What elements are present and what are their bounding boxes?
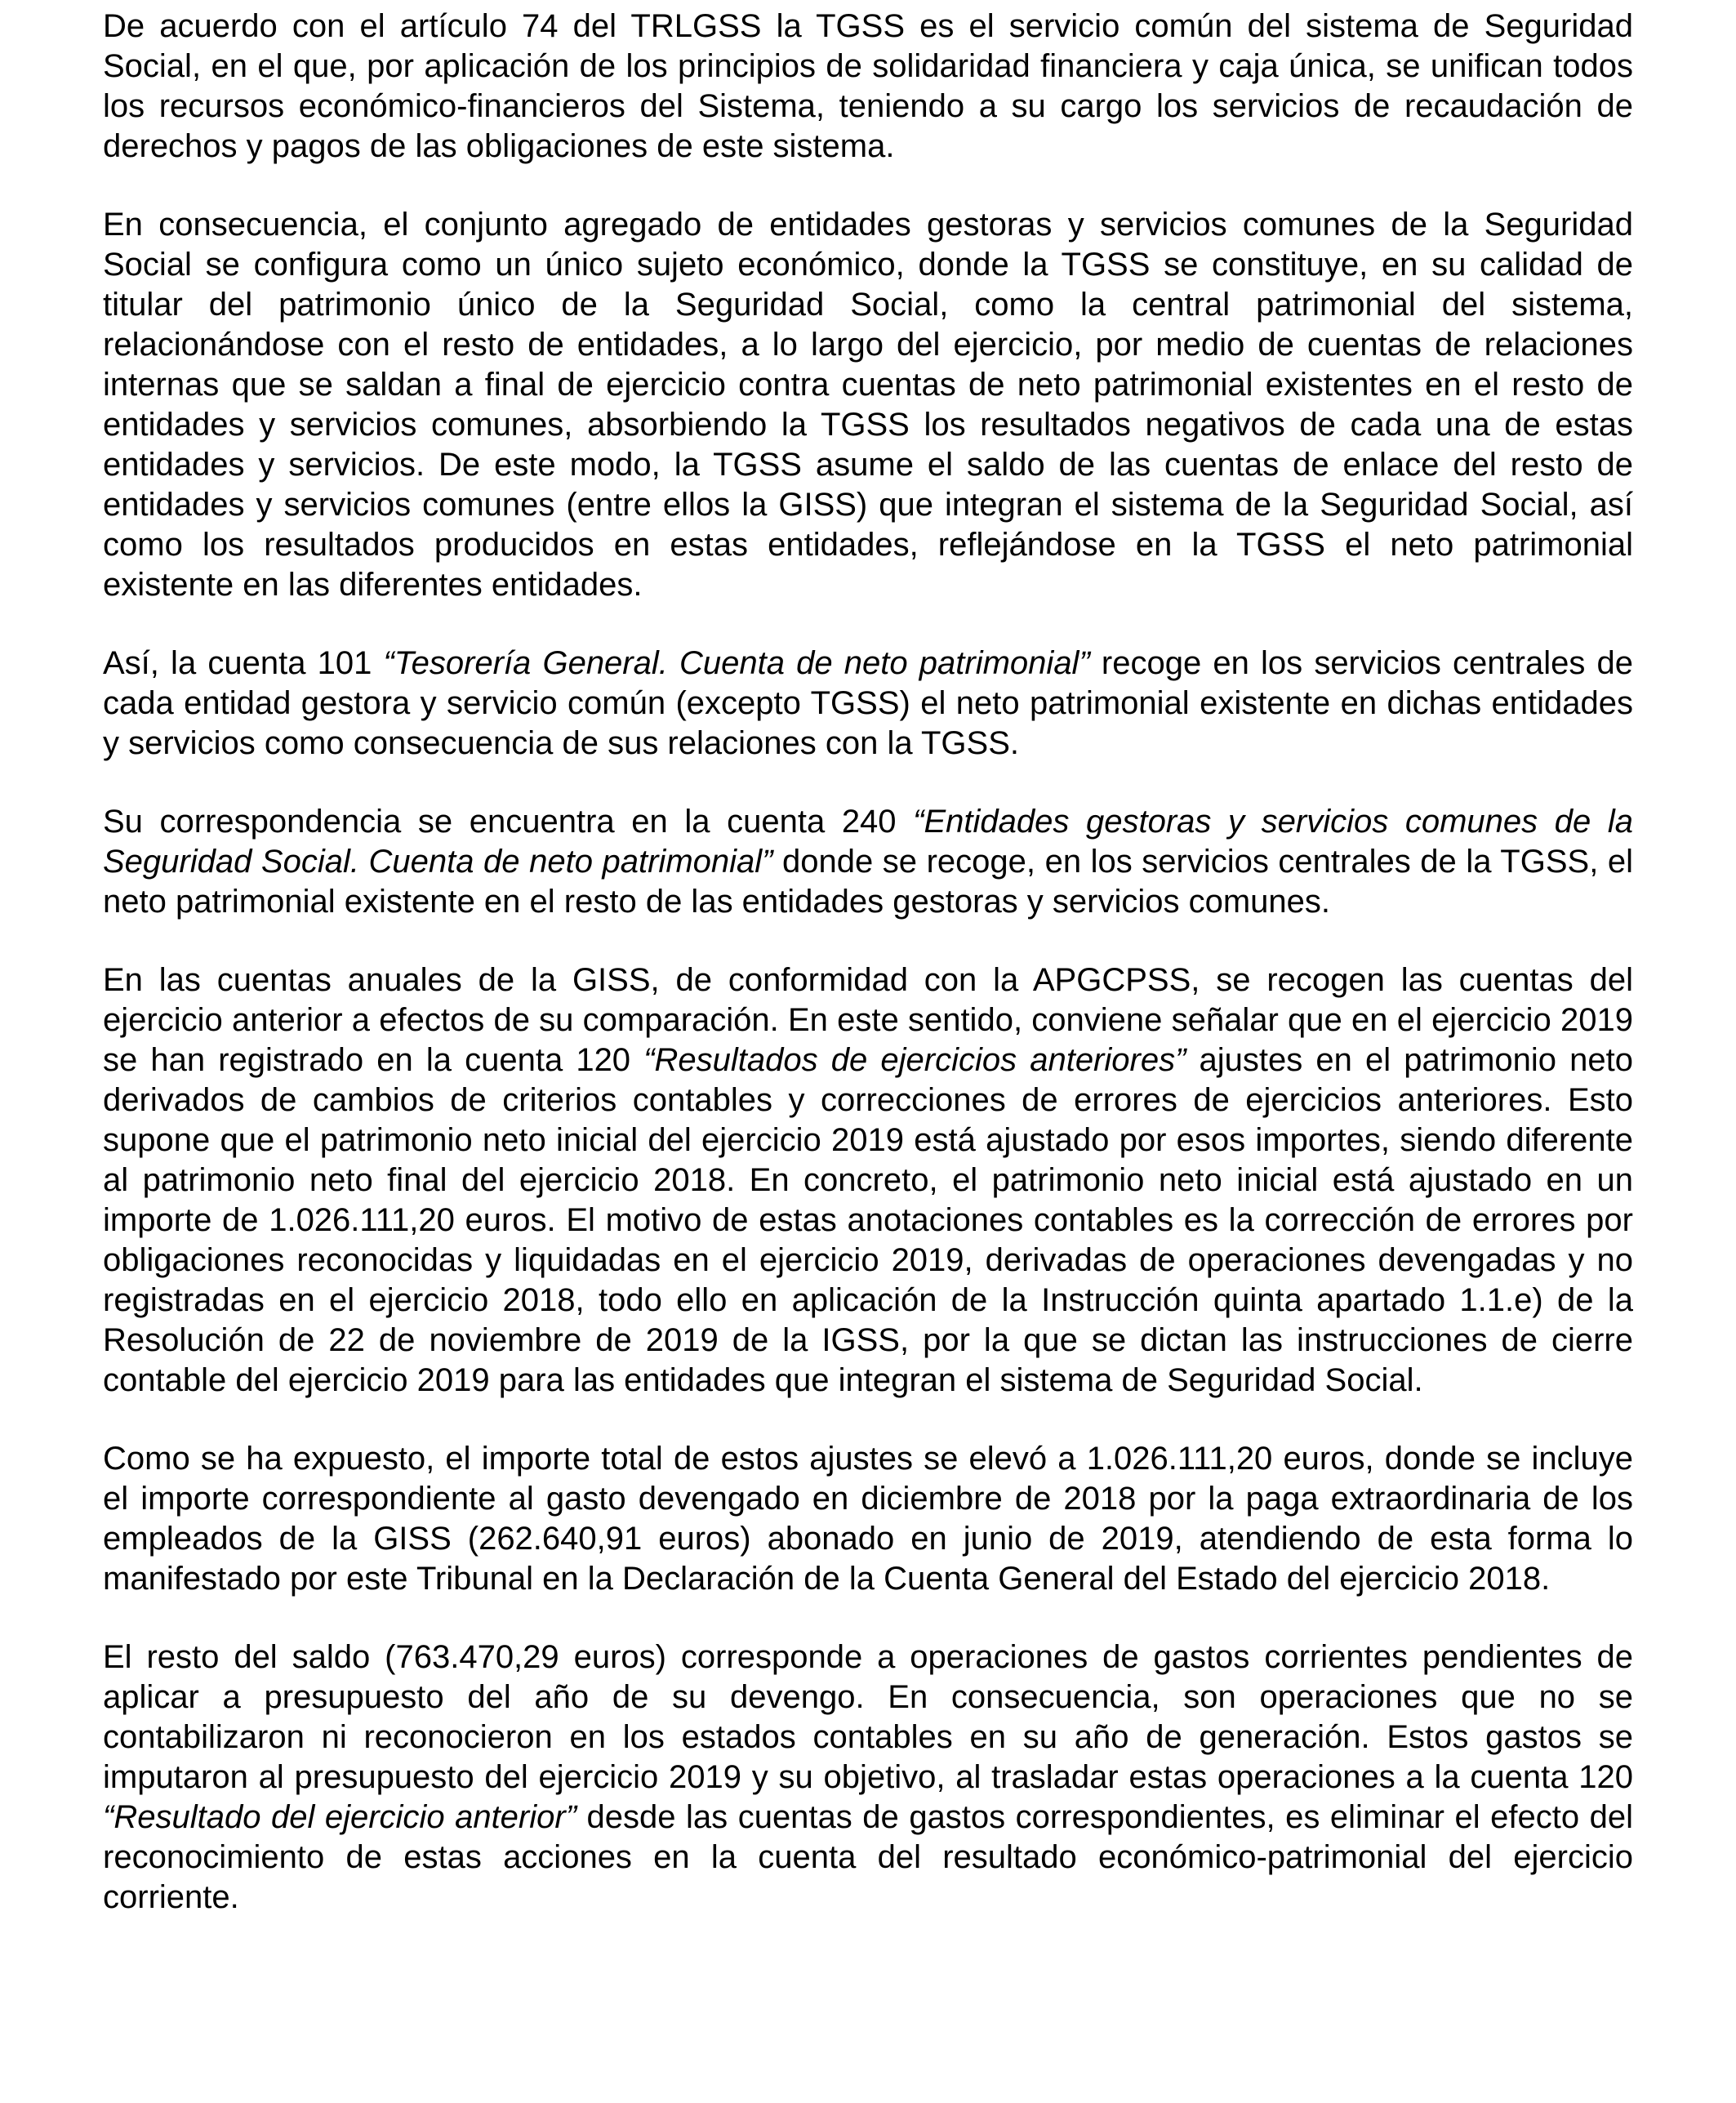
text-segment: donde se recoge, en los servicios centrales de la TGSS, el neto patrimonial existente en el resto de las entidades gestoras y servicios comunes. — [103, 844, 1633, 920]
text-segment: desde las cuentas de gastos correspondientes, es eliminar el efecto del reconocimiento de estas acciones en la cuenta del resultado económico-patrimonial del ejercicio corriente. — [103, 1799, 1633, 1915]
document-page — [103, 7, 1633, 1918]
paragraph-cuenta-240 — [103, 802, 1633, 922]
text-segment: Así, la cuenta 101 — [103, 645, 384, 681]
text-segment: De acuerdo con el artículo 74 del TRLGSS la TGSS es el servicio común del sistema de Seguridad Social, en el que, por aplicación de los principios de solidaridad financiera y caja única, se unifican todos los recursos económico-financieros del Sistema, teniendo a su cargo los servicios de recaudación de derechos y pagos de las obligaciones de este sistema. — [103, 8, 1633, 164]
text-segment: En consecuencia, el conjunto agregado de entidades gestoras y servicios comunes de la Seguridad Social se configura como un único sujeto económico, donde la TGSS se constituye, en su calidad de titular del patrimonio único de la Seguridad Social, como la central patrimonial del sistema, relacionándose con el resto de entidades, a lo largo del ejercicio, por medio de cuentas de relaciones internas que se saldan a final de ejercicio contra cuentas de neto patrimonial existentes en el resto de entidades y servicios comunes, absorbiendo la TGSS los resultados negativos de cada una de estas entidades y servicios. De este modo, la TGSS asume el saldo de las cuentas de enlace del resto de entidades y servicios comunes (entre ellos la GISS) que integran el sistema de la Seguridad Social, así como los resultados producidos en estas entidades, reflejándose en la TGSS el neto patrimonial existente en las diferentes entidades. — [103, 207, 1633, 603]
account-title-italic: “Entidades gestoras y servicios comunes de la Seguridad Social. Cuenta de neto patrimonial” — [103, 804, 1633, 880]
account-title-italic: “Resultados de ejercicios anteriores” — [643, 1042, 1186, 1078]
paragraph-sujeto-economico — [103, 205, 1633, 605]
paragraph-cuentas-anuales — [103, 960, 1633, 1401]
paragraph-resto-saldo — [103, 1637, 1633, 1918]
text-segment: ajustes en el patrimonio neto derivados de cambios de criterios contables y correcciones de errores de ejercicios anteriores. Esto supone que el patrimonio neto inicial del ejercicio 2019 está ajustado por esos importes, siendo diferente al patrimonio neto final del ejercicio 2018. En concreto, el patrimonio neto inicial está ajustado en un importe de 1.026.111,20 euros. El motivo de estas anotaciones contables es la corrección de errores por obligaciones reconocidas y liquidadas en el ejercicio 2019, derivadas de operaciones devengadas y no registradas en el ejercicio 2018, todo ello en aplicación de la Instrucción quinta apartado 1.1.e) de la Resolución de 22 de noviembre de 2019 de la IGSS, por la que se dictan las instrucciones de cierre contable del ejercicio 2019 para las entidades que integran el sistema de Seguridad Social. — [103, 1042, 1633, 1398]
text-segment: Su correspondencia se encuentra en la cuenta 240 — [103, 804, 914, 840]
paragraph-importe-ajustes — [103, 1439, 1633, 1599]
text-segment: recoge en los servicios centrales de cada entidad gestora y servicio común (excepto TGSS) el neto patrimonial existente en dichas entidades y servicios como consecuencia de sus relaciones con la TGSS. — [103, 645, 1633, 761]
text-segment: Como se ha expuesto, el importe total de estos ajustes se elevó a 1.026.111,20 euros, donde se incluye el importe correspondiente al gasto devengado en diciembre de 2018 por la paga extraordinaria de los empleados de la GISS (262.640,91 euros) abonado en junio de 2019, atendiendo de esta forma lo manifestado por este Tribunal en la Declaración de la Cuenta General del Estado del ejercicio 2018. — [103, 1441, 1633, 1597]
text-segment: El resto del saldo (763.470,29 euros) corresponde a operaciones de gastos corrientes pendientes de aplicar a presupuesto del año de su devengo. En consecuencia, son operaciones que no se contabilizaron ni reconocieron en los estados contables en su año de generación. Estos gastos se imputaron al presupuesto del ejercicio 2019 y su objetivo, al trasladar estas operaciones a la cuenta 120 — [103, 1639, 1633, 1795]
text-segment: En las cuentas anuales de la GISS, de conformidad con la APGCPSS, se recogen las cuentas del ejercicio anterior a efectos de su comparación. En este sentido, conviene señalar que en el ejercicio 2019 se han registrado en la cuenta 120 — [103, 962, 1633, 1078]
paragraph-tgss-servicio-comun — [103, 7, 1633, 167]
account-title-italic: “Tesorería General. Cuenta de neto patrimonial” — [383, 645, 1090, 681]
account-title-italic: “Resultado del ejercicio anterior” — [103, 1799, 577, 1835]
paragraph-cuenta-101 — [103, 644, 1633, 764]
